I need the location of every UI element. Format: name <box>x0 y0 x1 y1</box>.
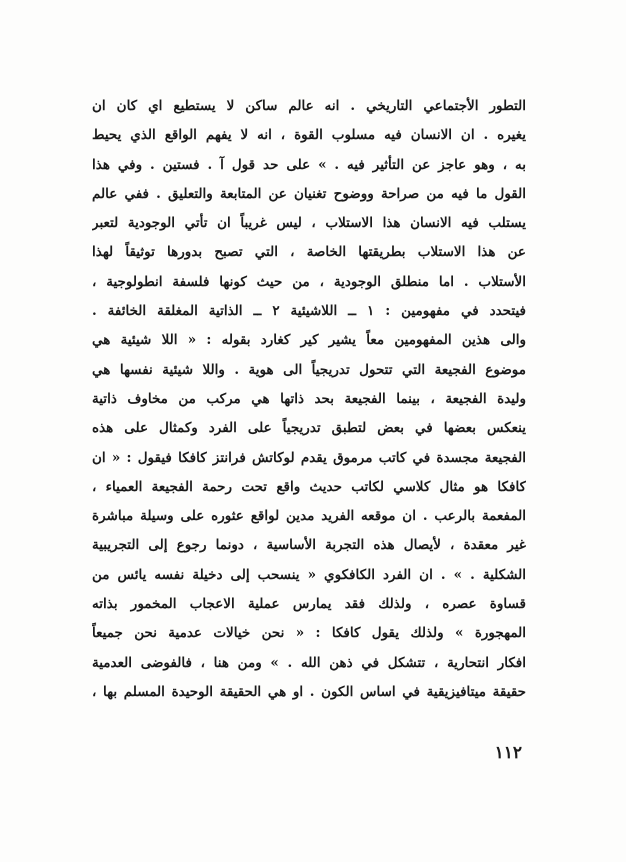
text-line: الفجيعة مجسدة في كاتب مرموق يقدم لوكاتش فرانتز كافكا فيقول : « ان <box>92 449 526 466</box>
text-line: وليدة الفجيعة ، بينما الفجيعة بحد ذاتها هي مركب من مخاوف ذاتية <box>92 390 526 407</box>
text-line: موضوع الفجيعة التي تتحول تدريجياً الى هوية . واللا شيئية نفسها هي <box>92 361 526 378</box>
text-line: يغيره . ان الانسان فيه مسلوب القوة ، انه لا يفهم الواقع الذي يحيط <box>92 127 526 144</box>
text-line: عن هذا الاستلاب بطريقتها الخاصة ، التي تصبح بدورها توثيقاً لهذا <box>92 244 526 261</box>
text-line: غير معقدة ، لأيصال هذه التجربة الأساسية ، دونما رجوع إلى التجريبية <box>92 537 526 554</box>
page-number: ١١٢ <box>494 743 522 763</box>
text-line: والى هذين المفهومين معاً يشير كير كغارد بقوله : « اللا شيئية هي <box>92 332 526 349</box>
text-line: به ، وهو عاجز عن التأثير فيه . » على حد قول آ . فستين . وفي هذا <box>92 156 526 173</box>
text-line: المفعمة بالرعب . ان موقعه الفريد مدين لواقع عثوره على وسيلة مباشرة <box>92 508 526 525</box>
text-line: الشكلية . » . ان الفرد الكافكوي « ينسحب إلى دخيلة نفسه يائس من <box>92 566 526 583</box>
text-line: فيتحدد في مفهومين : ١ ــ اللاشيئية ٢ ــ الذاتية المغلقة الخائفة . <box>92 303 526 320</box>
text-line: المهجورة » ولذلك يقول كافكا : « نحن خيالات عدمية نحن جميعاً <box>92 625 526 642</box>
text-line: القول ما فيه من صراحة ووضوح تغنيان عن المتابعة والتعليق . ففي عالم <box>92 185 526 202</box>
text-line: قساوة عصره ، ولذلك فقد يمارس عملية الاعجاب المخمور بذاته <box>92 596 526 613</box>
text-line: حقيقة ميتافيزيقية في اساس الكون . او هي الحقيقة الوحيدة المسلم بها ، <box>92 683 526 700</box>
text-line: التطور الأجتماعي التاريخي . انه عالم ساكن لا يستطيع اي كان ان <box>92 98 526 114</box>
text-line: ينعكس بعضها في بعض لتطبق تدريجياً على الفرد وكمثال على هذه <box>92 420 526 437</box>
text-line: الأستلاب . اما منطلق الوجودية ، من حيث كونها فلسفة انطولوجية ، <box>92 273 526 290</box>
text-line: يستلب فيه الانسان هذا الاستلاب ، ليس غريباً ان تأتي الوجودية لتعبر <box>92 215 526 232</box>
text-line: كافكا هو مثال كلاسي لكاتب حديث واقع تحت رحمة الفجيعة العمياء ، <box>92 478 526 495</box>
body-text <box>92 92 526 707</box>
text-line: افكار انتحارية ، تتشكل في ذهن الله . » ومن هنا ، فالفوضى العدمية <box>92 654 526 671</box>
